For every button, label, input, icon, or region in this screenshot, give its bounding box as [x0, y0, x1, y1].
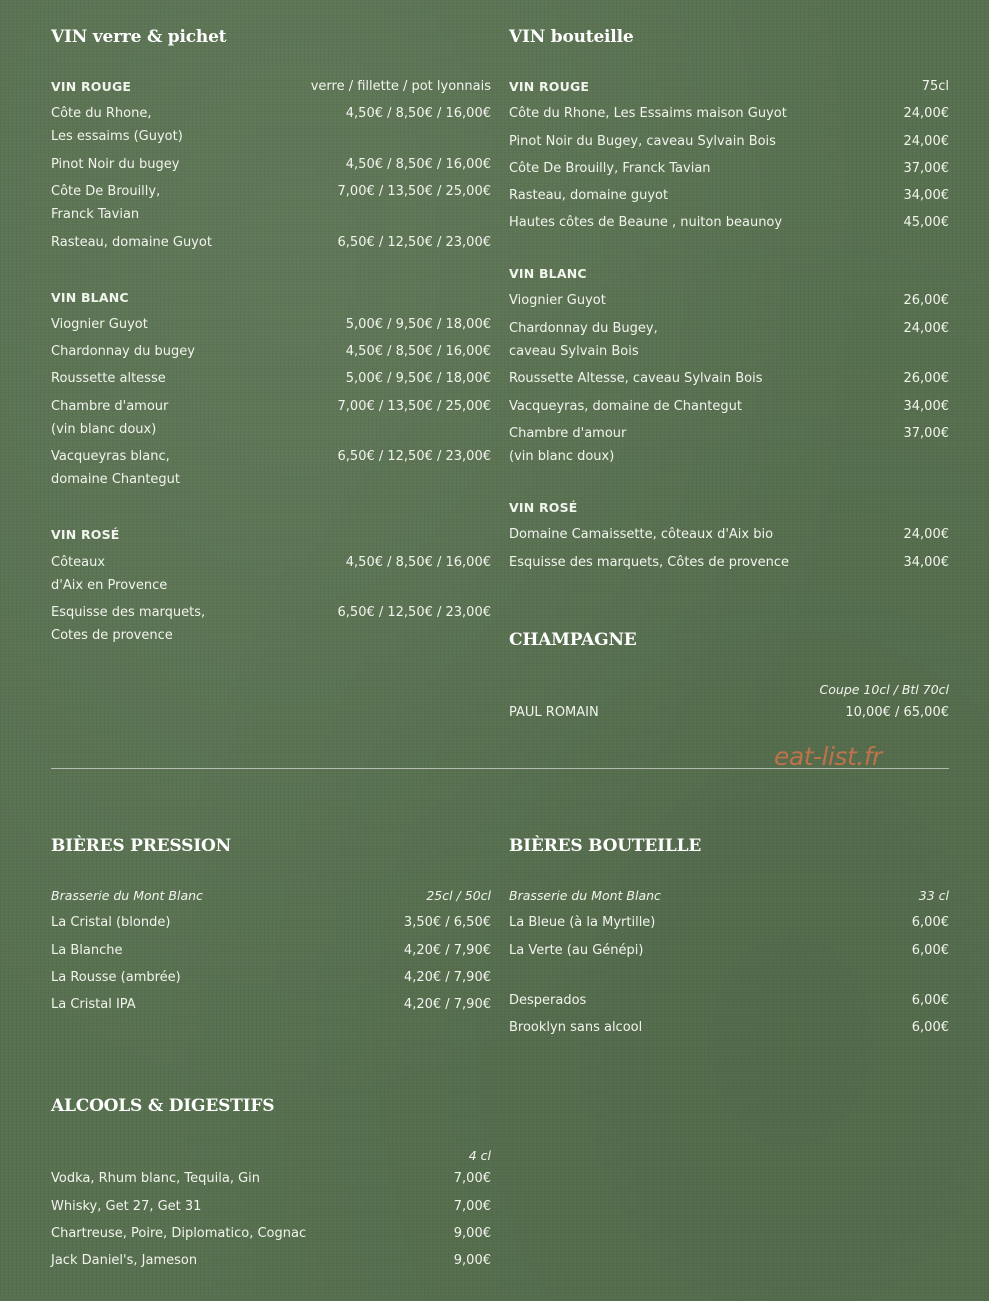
item-price: 6,00€: [911, 993, 949, 1008]
item-name: Esquisse des marquets, Côtes de provence: [509, 555, 790, 570]
item-name: Jack Daniel's, Jameson: [51, 1253, 198, 1268]
champagne-format: Coupe 10cl / Btl 70cl: [819, 682, 949, 697]
item-name: Brooklyn sans alcool: [509, 1020, 643, 1035]
item-price: 24,00€: [903, 527, 949, 542]
item-name: Côte De Brouilly, Franck Tavian: [509, 161, 711, 176]
item-price: 24,00€: [903, 106, 949, 121]
item-price: 6,50€ / 12,50€ / 23,00€: [337, 449, 491, 464]
item-price: 37,00€: [903, 161, 949, 176]
item-name: Vacqueyras blanc, domaine Chantegut: [51, 449, 181, 487]
item-name: Esquisse des marquets, Cotes de provence: [51, 605, 206, 643]
item-name: Pinot Noir du bugey: [51, 157, 180, 172]
item-name: Chardonnay du Bugey, caveau Sylvain Bois: [509, 321, 658, 359]
item-price: 3,50€ / 6,50€: [403, 915, 491, 930]
item-price: 5,00€ / 9,50€ / 18,00€: [345, 317, 491, 332]
item-name: Chambre d'amour (vin blanc doux): [51, 399, 169, 437]
item-price: 6,50€ / 12,50€ / 23,00€: [337, 235, 491, 250]
item-name: Chardonnay du bugey: [51, 344, 195, 359]
item-name: PAUL ROMAIN: [509, 705, 599, 720]
item-name: Whisky, Get 27, Get 31: [51, 1199, 202, 1214]
item-name: Viognier Guyot: [51, 317, 148, 332]
item-name: Côte De Brouilly, Franck Tavian: [51, 184, 161, 222]
item-name: Viognier Guyot: [509, 293, 606, 308]
item-name: La Cristal IPA: [51, 997, 136, 1012]
item-price: 4,50€ / 8,50€ / 16,00€: [345, 157, 491, 172]
item-name: La Cristal (blonde): [51, 915, 171, 930]
section-title: VIN verre & pichet: [51, 27, 227, 47]
item-price: 7,00€ / 13,50€ / 25,00€: [337, 399, 491, 414]
category-name: VIN BLANC: [509, 266, 587, 281]
item-price: 9,00€: [453, 1226, 491, 1241]
item-name: Domaine Camaissette, côteaux d'Aix bio: [509, 527, 774, 542]
item-price: 24,00€: [903, 321, 949, 336]
item-name: Côte du Rhone, Les Essaims maison Guyot: [509, 106, 787, 121]
brewery-name: Brasserie du Mont Blanc: [509, 888, 661, 903]
item-price: 34,00€: [903, 555, 949, 570]
item-price: 4,20€ / 7,90€: [403, 997, 491, 1012]
item-price: 7,00€ / 13,50€ / 25,00€: [337, 184, 491, 199]
item-price: 6,00€: [911, 1020, 949, 1035]
item-price: 4,20€ / 7,90€: [403, 943, 491, 958]
item-price: 5,00€ / 9,50€ / 18,00€: [345, 371, 491, 386]
category-name: VIN ROSÉ: [51, 527, 120, 542]
item-name: Roussette altesse: [51, 371, 166, 386]
category-name: VIN ROSÉ: [509, 500, 578, 515]
item-price: 9,00€: [453, 1253, 491, 1268]
item-price: 4,50€ / 8,50€ / 16,00€: [345, 555, 491, 570]
item-name: Vacqueyras, domaine de Chantegut: [509, 399, 742, 414]
watermark: eat-list.fr: [774, 742, 882, 771]
item-price: 4,20€ / 7,90€: [403, 970, 491, 985]
item-name: La Blanche: [51, 943, 123, 958]
item-price: 6,50€ / 12,50€ / 23,00€: [337, 605, 491, 620]
item-name: Vodka, Rhum blanc, Tequila, Gin: [51, 1171, 261, 1186]
item-price: 26,00€: [903, 293, 949, 308]
item-name: Côteaux d'Aix en Provence: [51, 555, 168, 593]
beer-format: 33 cl: [918, 888, 949, 903]
section-title: VIN bouteille: [509, 27, 634, 47]
section-title: ALCOOLS & DIGESTIFS: [51, 1096, 275, 1116]
item-name: La Rousse (ambrée): [51, 970, 181, 985]
item-name: La Verte (au Génépi): [509, 943, 644, 958]
item-price: 6,00€: [911, 915, 949, 930]
item-price: 4,50€ / 8,50€ / 16,00€: [345, 344, 491, 359]
item-name: Côte du Rhone, Les essaims (Guyot): [51, 106, 183, 144]
item-name: Desperados: [509, 993, 587, 1008]
item-price: 7,00€: [453, 1171, 491, 1186]
section-title: BIÈRES BOUTEILLE: [509, 836, 702, 856]
item-price: 24,00€: [903, 134, 949, 149]
item-name: Hautes côtes de Beaune , nuiton beaunoy: [509, 215, 783, 230]
section-title: BIÈRES PRESSION: [51, 836, 231, 856]
item-price: 7,00€: [453, 1199, 491, 1214]
brewery-name: Brasserie du Mont Blanc: [51, 888, 203, 903]
item-price: 10,00€ / 65,00€: [845, 705, 949, 720]
category-name: VIN ROUGE: [509, 79, 590, 94]
champagne-title: CHAMPAGNE: [509, 630, 637, 650]
item-price: 45,00€: [903, 215, 949, 230]
category-format: verre / fillette / pot lyonnais: [310, 79, 491, 94]
item-price: 4,50€ / 8,50€ / 16,00€: [345, 106, 491, 121]
item-name: Pinot Noir du Bugey, caveau Sylvain Bois: [509, 134, 776, 149]
item-price: 37,00€: [903, 426, 949, 441]
beer-format: 25cl / 50cl: [426, 888, 491, 903]
item-name: Rasteau, domaine Guyot: [51, 235, 212, 250]
item-price: 34,00€: [903, 399, 949, 414]
item-name: Chambre d'amour (vin blanc doux): [509, 426, 627, 464]
category-name: VIN BLANC: [51, 290, 129, 305]
item-name: Chartreuse, Poire, Diplomatico, Cognac: [51, 1226, 307, 1241]
item-price: 34,00€: [903, 188, 949, 203]
item-name: La Bleue (à la Myrtille): [509, 915, 656, 930]
category-name: VIN ROUGE: [51, 79, 132, 94]
category-format: 75cl: [921, 79, 949, 94]
item-name: Roussette Altesse, caveau Sylvain Bois: [509, 371, 763, 386]
item-price: 6,00€: [911, 943, 949, 958]
alcool-format: 4 cl: [468, 1148, 491, 1163]
item-price: 26,00€: [903, 371, 949, 386]
item-name: Rasteau, domaine guyot: [509, 188, 669, 203]
